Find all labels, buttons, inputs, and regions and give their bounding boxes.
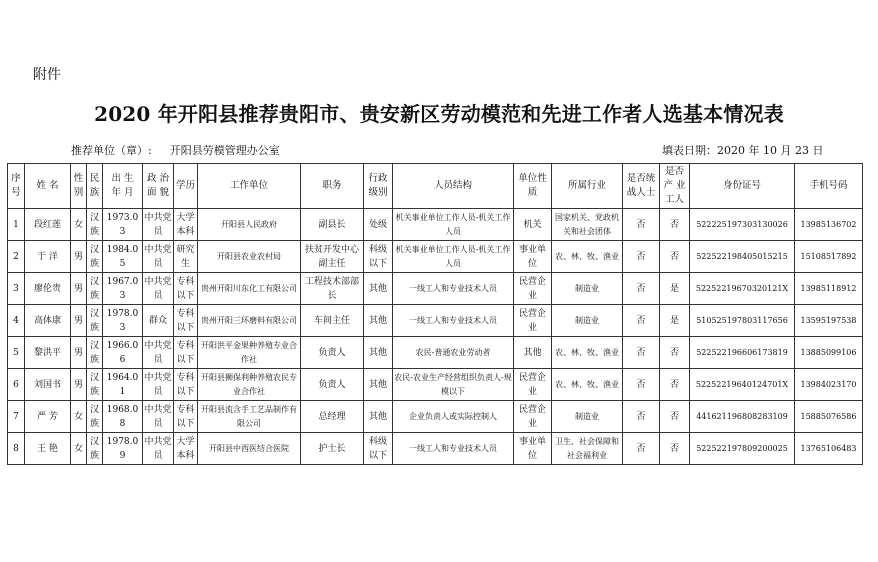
table-cell: 农、林、牧、渔业 (552, 369, 623, 401)
fill-date: 填表日期：2020 年 10 月 23 日 (662, 144, 824, 157)
table-cell: 1978.09 (103, 433, 143, 465)
table-cell: 15885076586 (795, 401, 863, 433)
table-cell: 女 (71, 401, 87, 433)
table-cell: 522225197303130026 (690, 209, 795, 241)
table-cell: 男 (71, 305, 87, 337)
column-header: 手机号码 (795, 164, 863, 209)
candidates-table (7, 163, 863, 465)
table-cell: 民营企业 (514, 305, 552, 337)
table-cell: 开阳县农业农村局 (198, 241, 301, 273)
table-cell: 开阳县狮保利种养殖农民专业合作社 (198, 369, 301, 401)
column-header: 性别 (71, 164, 87, 209)
table-cell: 农、林、牧、渔业 (552, 337, 623, 369)
table-cell: 一线工人和专业技术人员 (393, 433, 514, 465)
table-cell: 制造业 (552, 273, 623, 305)
column-header: 工作单位 (198, 164, 301, 209)
table-cell: 机关 (514, 209, 552, 241)
column-header: 人员结构 (393, 164, 514, 209)
table-cell: 总经理 (301, 401, 364, 433)
table-cell: 否 (660, 401, 690, 433)
table-cell: 否 (623, 433, 660, 465)
column-header: 行政级别 (364, 164, 393, 209)
table-cell: 工程技术部部长 (301, 273, 364, 305)
table-cell: 中共党员 (143, 369, 174, 401)
table-cell: 汉族 (87, 337, 103, 369)
table-row (8, 337, 863, 369)
table-cell: 开阳洪平金果种养殖专业合作社 (198, 337, 301, 369)
table-cell: 一线工人和专业技术人员 (393, 273, 514, 305)
table-cell: 副县长 (301, 209, 364, 241)
table-cell: 1967.03 (103, 273, 143, 305)
table-cell: 王 艳 (25, 433, 71, 465)
table-cell: 1 (8, 209, 25, 241)
table-cell: 处级 (364, 209, 393, 241)
table-header-row (8, 164, 863, 209)
table-cell: 国家机关、党政机关和社会团体 (552, 209, 623, 241)
table-cell: 研究生 (174, 241, 198, 273)
table-cell: 贵州开阳三环磨料有限公司 (198, 305, 301, 337)
table-cell: 一线工人和专业技术人员 (393, 305, 514, 337)
table-cell: 负责人 (301, 337, 364, 369)
table-cell: 专科以下 (174, 273, 198, 305)
table-cell: 否 (660, 369, 690, 401)
table-cell: 2 (8, 241, 25, 273)
table-cell: 汉族 (87, 273, 103, 305)
attachment-label: 附件 (33, 67, 61, 83)
table-cell: 3 (8, 273, 25, 305)
table-cell: 1973.03 (103, 209, 143, 241)
table-cell: 贵州开阳川东化工有限公司 (198, 273, 301, 305)
column-header: 是否产 业 工人 (660, 164, 690, 209)
table-cell: 否 (623, 369, 660, 401)
table-row (8, 305, 863, 337)
column-header: 是否统战人士 (623, 164, 660, 209)
table-cell: 13984023170 (795, 369, 863, 401)
table-cell: 企业负责人或实际控制人 (393, 401, 514, 433)
table-cell: 13985136702 (795, 209, 863, 241)
table-cell: 车间主任 (301, 305, 364, 337)
recommending-unit-label: 推荐单位（章）: (71, 144, 152, 157)
table-cell: 否 (623, 209, 660, 241)
table-cell: 6 (8, 369, 25, 401)
table-cell: 于 洋 (25, 241, 71, 273)
table-cell: 否 (660, 209, 690, 241)
table-cell: 专科以下 (174, 369, 198, 401)
table-cell: 5 (8, 337, 25, 369)
table-cell: 机关事业单位工作人员-机关工作人员 (393, 241, 514, 273)
table-cell: 负责人 (301, 369, 364, 401)
table-cell: 522522198405015215 (690, 241, 795, 273)
table-cell: 汉族 (87, 369, 103, 401)
table-row (8, 241, 863, 273)
column-header: 学历 (174, 164, 198, 209)
table-cell: 专科以下 (174, 401, 198, 433)
table-cell: 其他 (364, 305, 393, 337)
table-cell: 其他 (364, 369, 393, 401)
table-cell: 男 (71, 273, 87, 305)
table-cell: 开阳县中西医结合医院 (198, 433, 301, 465)
column-header: 序号 (8, 164, 25, 209)
table-cell: 段红莲 (25, 209, 71, 241)
table-cell: 刘国书 (25, 369, 71, 401)
table-cell: 卫生、社会保障和社会福利业 (552, 433, 623, 465)
table-cell: 中共党员 (143, 273, 174, 305)
table-cell: 13765106483 (795, 433, 863, 465)
table-cell: 其他 (514, 337, 552, 369)
table-cell: 510525197803117656 (690, 305, 795, 337)
table-cell: 民营企业 (514, 369, 552, 401)
column-header: 出 生 年 月 (103, 164, 143, 209)
table-cell: 汉族 (87, 305, 103, 337)
table-cell: 严 芳 (25, 401, 71, 433)
table-cell: 522522196606173819 (690, 337, 795, 369)
table-cell: 52252219640124701X (690, 369, 795, 401)
table-cell: 中共党员 (143, 433, 174, 465)
table-cell: 否 (660, 241, 690, 273)
table-cell: 汉族 (87, 433, 103, 465)
table-cell: 廖伦贵 (25, 273, 71, 305)
table-cell: 男 (71, 337, 87, 369)
table-cell: 否 (623, 241, 660, 273)
table-cell: 是 (660, 305, 690, 337)
table-cell: 13595197538 (795, 305, 863, 337)
table-cell: 民营企业 (514, 273, 552, 305)
table-cell: 否 (660, 337, 690, 369)
table-cell: 4 (8, 305, 25, 337)
table-cell: 事业单位 (514, 433, 552, 465)
column-header: 所属行业 (552, 164, 623, 209)
table-cell: 否 (623, 305, 660, 337)
table-row (8, 369, 863, 401)
table-cell: 15108517892 (795, 241, 863, 273)
table-cell: 否 (660, 433, 690, 465)
table-cell: 否 (623, 401, 660, 433)
table-cell: 52252219670320121X (690, 273, 795, 305)
table-cell: 机关事业单位工作人员-机关工作人员 (393, 209, 514, 241)
table-row (8, 273, 863, 305)
table-cell: 否 (623, 337, 660, 369)
table-cell: 高体康 (25, 305, 71, 337)
table-cell: 1964.01 (103, 369, 143, 401)
table-cell: 制造业 (552, 305, 623, 337)
table-cell: 1984.05 (103, 241, 143, 273)
table-cell: 441621196808283109 (690, 401, 795, 433)
table-cell: 中共党员 (143, 209, 174, 241)
column-header: 姓 名 (25, 164, 71, 209)
table-cell: 黎洪平 (25, 337, 71, 369)
table-cell: 13885099106 (795, 337, 863, 369)
table-row (8, 401, 863, 433)
table-cell: 13985118912 (795, 273, 863, 305)
table-cell: 男 (71, 369, 87, 401)
document-title: 2020 年开阳县推荐贵阳市、贵安新区劳动模范和先进工作者人选基本情况表 (94, 102, 784, 126)
recommending-unit (71, 142, 280, 158)
table-cell: 农、林、牧、渔业 (552, 241, 623, 273)
table-cell: 其他 (364, 401, 393, 433)
table-cell: 1978.03 (103, 305, 143, 337)
table-cell: 科级以下 (364, 241, 393, 273)
table-cell: 专科以下 (174, 305, 198, 337)
table-cell: 中共党员 (143, 337, 174, 369)
table-cell: 农民-农业生产经营组织负责人-规模以下 (393, 369, 514, 401)
table-cell: 科级以下 (364, 433, 393, 465)
table-cell: 汉族 (87, 241, 103, 273)
table-cell: 男 (71, 241, 87, 273)
table-row (8, 433, 863, 465)
column-header: 身份证号 (690, 164, 795, 209)
table-cell: 汉族 (87, 401, 103, 433)
table-cell: 扶贫开发中心副主任 (301, 241, 364, 273)
table-cell: 522522197809200025 (690, 433, 795, 465)
table-cell: 制造业 (552, 401, 623, 433)
table-cell: 否 (623, 273, 660, 305)
column-header: 职务 (301, 164, 364, 209)
table-cell: 是 (660, 273, 690, 305)
table-cell: 大学本科 (174, 209, 198, 241)
table-cell: 汉族 (87, 209, 103, 241)
table-cell: 1966.06 (103, 337, 143, 369)
table-cell: 1968.08 (103, 401, 143, 433)
table-cell: 专科以下 (174, 337, 198, 369)
table-cell: 其他 (364, 337, 393, 369)
table-cell: 开阳县人民政府 (198, 209, 301, 241)
table-cell: 中共党员 (143, 241, 174, 273)
column-header: 民族 (87, 164, 103, 209)
table-cell: 8 (8, 433, 25, 465)
table-cell: 事业单位 (514, 241, 552, 273)
column-header: 政 治 面 貌 (143, 164, 174, 209)
table-cell: 大学本科 (174, 433, 198, 465)
recommending-unit-value: 开阳县劳模管理办公室 (169, 144, 280, 157)
table-cell: 7 (8, 401, 25, 433)
table-cell: 女 (71, 433, 87, 465)
table-cell: 民营企业 (514, 401, 552, 433)
table-cell: 农民-普通农业劳动者 (393, 337, 514, 369)
table-cell: 其他 (364, 273, 393, 305)
table-cell: 女 (71, 209, 87, 241)
table-cell: 群众 (143, 305, 174, 337)
table-cell: 护士长 (301, 433, 364, 465)
table-row (8, 209, 863, 241)
table-cell: 开阳县流含手工艺品制作有限公司 (198, 401, 301, 433)
table-cell: 中共党员 (143, 401, 174, 433)
column-header: 单位性质 (514, 164, 552, 209)
